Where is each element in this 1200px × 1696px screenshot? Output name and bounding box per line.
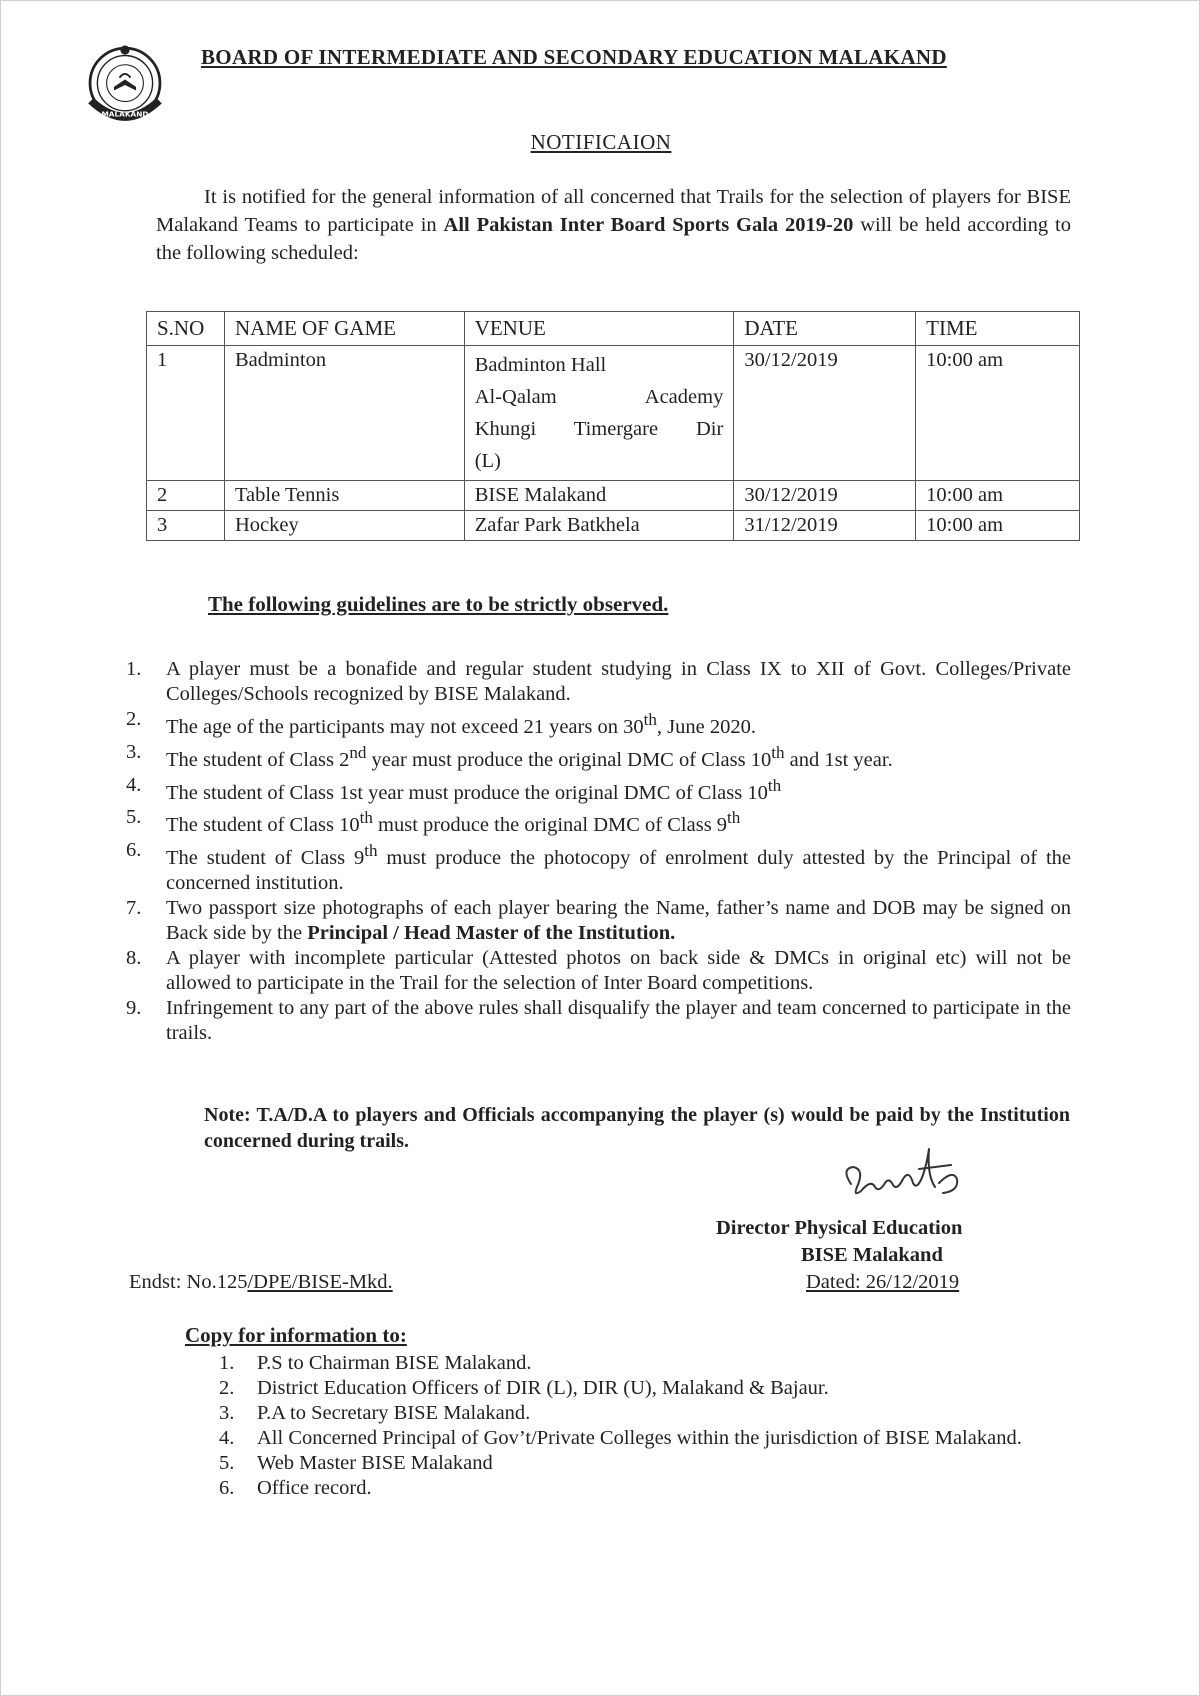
guideline-item xyxy=(126,896,1071,946)
notification-title: NOTIFICAION xyxy=(530,130,672,154)
issue-date: Dated: 26/12/2019 xyxy=(806,1271,960,1293)
item-text: P.A to Secretary BISE Malakand. xyxy=(257,1402,531,1424)
header-name-of-game: NAME OF GAME xyxy=(224,312,464,346)
item-text: The student of Class 10 xyxy=(166,814,360,837)
venue-line: Al-Qalam Academy xyxy=(474,386,724,408)
item-number: 4. xyxy=(219,1427,235,1449)
board-name-heading: BOARD OF INTERMEDIATE AND SECONDARY EDUCATION MALAKAND xyxy=(201,45,947,69)
cell-sno: 3 xyxy=(147,511,225,541)
cell-game: Table Tennis xyxy=(224,481,464,511)
item-text: , June 2020. xyxy=(656,715,756,738)
item-number: 1. xyxy=(126,658,142,680)
guideline-item xyxy=(126,805,1071,838)
copy-item xyxy=(219,1351,1071,1376)
cell-time: 10:00 am xyxy=(916,481,1080,511)
item-text: A player with incomplete particular (Attested photos on back side & DMCs in original etc) will not be allowed to participate in the Trail for the selection of Inter Board competitions. xyxy=(166,947,1071,995)
item-text: year must produce the original DMC of Class 10 xyxy=(366,748,772,771)
item-text: All Concerned Principal of Gov’t/Private Colleges within the jurisdiction of BISE Malakand. xyxy=(257,1427,1022,1449)
item-number: 4. xyxy=(126,773,142,796)
cell-date: 30/12/2019 xyxy=(734,481,916,511)
item-bold-text: Principal / Head Master of the Institution. xyxy=(307,922,676,945)
endorsement-number xyxy=(129,1271,393,1294)
item-number: 6. xyxy=(126,839,142,862)
copy-item xyxy=(219,1426,1071,1451)
item-text: Web Master BISE Malakand xyxy=(257,1452,493,1474)
cell-sno: 1 xyxy=(147,346,225,481)
cell-game: Hockey xyxy=(224,511,464,541)
superscript: th xyxy=(767,775,782,795)
item-text: must produce the original DMC of Class 9 xyxy=(372,814,728,837)
venue-line: Badminton Hall xyxy=(474,354,607,376)
svg-text:MALAKAND: MALAKAND xyxy=(101,109,149,119)
header-date: DATE xyxy=(734,312,916,346)
header-time: TIME xyxy=(916,312,1080,346)
guideline-item xyxy=(126,657,1071,707)
intro-event-name: All Pakistan Inter Board Sports Gala 2019-20 xyxy=(443,214,854,236)
endorsement-prefix: Endst: No.125 xyxy=(129,1271,248,1293)
item-number: 1. xyxy=(219,1352,235,1374)
superscript: th xyxy=(771,742,785,762)
table-row xyxy=(147,346,1080,481)
guideline-item xyxy=(126,838,1071,896)
item-number: 2. xyxy=(219,1377,235,1399)
item-number: 7. xyxy=(126,897,142,920)
guideline-item xyxy=(126,740,1071,773)
copy-heading: Copy for information to: xyxy=(185,1323,407,1347)
superscript: th xyxy=(359,808,373,828)
table-row xyxy=(147,511,1080,541)
item-text: District Education Officers of DIR (L), DIR (U), Malakand & Bajaur. xyxy=(257,1377,829,1399)
cell-venue: Zafar Park Batkhela xyxy=(464,511,734,541)
item-number: 3. xyxy=(219,1402,235,1424)
copy-item xyxy=(219,1476,1071,1501)
item-number: 6. xyxy=(219,1477,235,1499)
venue-line: (L) xyxy=(474,450,501,472)
cell-time: 10:00 am xyxy=(916,346,1080,481)
item-number: 3. xyxy=(126,740,142,763)
copy-item xyxy=(219,1376,1071,1401)
item-text: P.S to Chairman BISE Malakand. xyxy=(257,1352,532,1374)
endorsement-code: /DPE/BISE-Mkd. xyxy=(247,1271,393,1293)
item-number: 8. xyxy=(126,947,142,970)
item-text: The age of the participants may not exceed 21 years on 30 xyxy=(166,715,644,738)
intro-text-2: will be held according to the following scheduled: xyxy=(156,214,1071,264)
item-text: Office record. xyxy=(257,1477,372,1499)
cell-sno: 2 xyxy=(147,481,225,511)
item-text: A player must be a bonafide and regular student studying in Class IX to XII of Govt. Colleges/Private Colleges/Schools recognized by BISE Malakand. xyxy=(166,658,1071,705)
guideline-item xyxy=(126,773,1071,806)
handwritten-signature xyxy=(831,1139,981,1209)
header-sno: S.NO xyxy=(147,312,225,346)
item-number: 5. xyxy=(219,1452,235,1474)
item-text: The student of Class 2 xyxy=(166,748,350,771)
superscript: th xyxy=(643,710,657,729)
intro-text-1: It is notified for the general information of all concerned that Trails for the selection of players for BISE Malakand Teams to participate in xyxy=(156,186,1071,236)
cell-venue xyxy=(464,346,734,481)
copy-item xyxy=(219,1451,1071,1476)
venue-line: Khungi Timergare Dir xyxy=(474,418,724,440)
copy-list xyxy=(219,1351,1071,1501)
schedule-header-row xyxy=(147,312,1080,346)
item-number: 9. xyxy=(126,997,142,1020)
guideline-item xyxy=(126,996,1071,1046)
intro-paragraph xyxy=(156,183,1071,267)
item-number: 2. xyxy=(126,708,142,730)
superscript: th xyxy=(364,841,378,861)
header-venue: VENUE xyxy=(464,312,734,346)
cell-date: 30/12/2019 xyxy=(734,346,916,481)
signatory-designation: Director Physical Education xyxy=(716,1217,963,1239)
board-logo-seal xyxy=(79,39,171,131)
item-number: 5. xyxy=(126,806,142,829)
copy-item xyxy=(219,1401,1071,1426)
item-text: Two passport size photographs of each player bearing the Name, father’s name and DOB may be signed on Back side by the xyxy=(166,897,1071,945)
signatory-organization: BISE Malakand xyxy=(801,1244,943,1266)
superscript: nd xyxy=(349,742,367,762)
item-text: must produce the photocopy of enrolment duly attested by the Principal of the concerned institution. xyxy=(166,847,1072,895)
item-text: Infringement to any part of the above rules shall disqualify the player and team concerned to participate in the trails. xyxy=(166,997,1071,1045)
cell-date: 31/12/2019 xyxy=(734,511,916,541)
item-text: and 1st year. xyxy=(784,748,893,771)
cell-time: 10:00 am xyxy=(916,511,1080,541)
cell-game: Badminton xyxy=(224,346,464,481)
item-text: The student of Class 1st year must produce the original DMC of Class 10 xyxy=(166,781,768,804)
guideline-item xyxy=(126,946,1071,996)
superscript: th xyxy=(727,808,741,828)
note-paragraph: Note: T.A/D.A to players and Officials accompanying the player (s) would be paid by the Institution concerned during trails. xyxy=(204,1104,1070,1152)
guidelines-heading: The following guidelines are to be strictly observed. xyxy=(208,592,669,616)
schedule-table xyxy=(146,311,1080,541)
guidelines-list xyxy=(126,657,1071,1046)
cell-venue: BISE Malakand xyxy=(464,481,734,511)
table-row xyxy=(147,481,1080,511)
item-text: The student of Class 9 xyxy=(166,847,365,870)
guideline-item xyxy=(126,707,1071,740)
